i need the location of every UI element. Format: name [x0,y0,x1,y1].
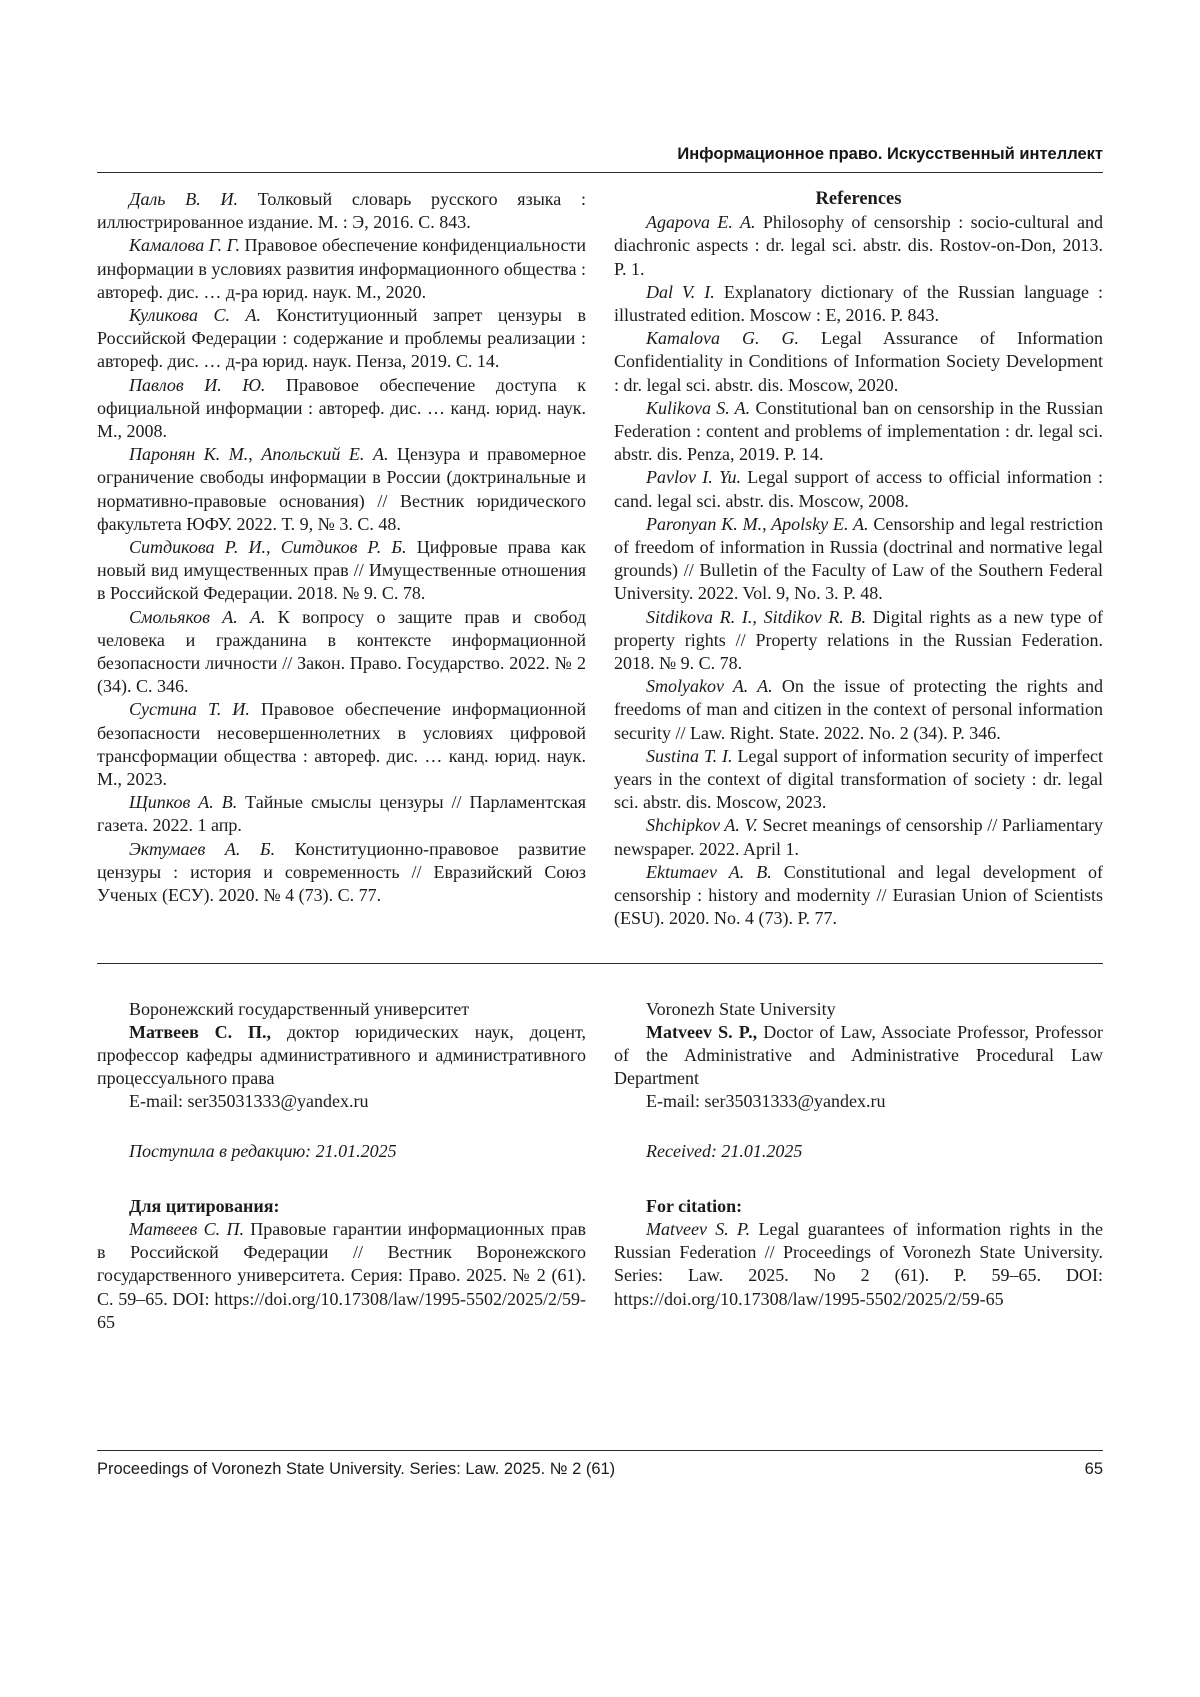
author-affiliation: Воронежский государственный университет [129,998,470,1019]
citation-label: For citation: [646,1195,743,1216]
reference-text: Philosophy of censorship : socio-cultural and diachronic aspects : dr. legal sci. abstr. dis. Rostov-on-Don, 2013. P. 1. [614,212,1103,279]
reference-entry [97,304,586,374]
reference-text: Legal support of access to official information : cand. legal sci. abstr. dis. Moscow, 2008. [614,467,1103,511]
citation-text: Legal guarantees of information rights in the Russian Federation // Proceedings of Voronezh State University. Series: Law. 2025. No 2 (61). P. 59–65. DOI: https://doi.org/10.17308/law/1995-5502/2025/2/59-65 [614,1218,1103,1309]
reference-author: Даль В. И. [129,189,238,209]
footer-journal-line: Proceedings of Voronezh State University. Series: Law. 2025. № 2 (61) [97,1460,616,1478]
page-footer [97,1450,1103,1481]
reference-author: Ситдикова Р. И., Ситдиков Р. Б. [129,537,407,558]
reference-entry [97,791,586,837]
author-info-ru [97,998,586,1334]
reference-author: Камалова Г. Г. [129,235,240,256]
reference-author: Сустина Т. И. [129,699,250,720]
reference-entry [97,374,586,444]
reference-text: Digital rights as a new type of property rights // Property relations in the Russian Federation. 2018. № 9. C. 78. [614,606,1103,674]
references-heading: References [815,189,902,209]
received-date: Received: 21.01.2025 [646,1140,803,1161]
reference-entry [97,606,586,699]
footer-page-number: 65 [1084,1460,1103,1478]
reference-entry [614,327,1103,397]
reference-entry [97,698,586,791]
citation-entry [614,1218,1103,1311]
reference-entry [97,443,586,536]
author-affiliation: Voronezh State University [646,998,836,1019]
reference-author: Paronyan K. M., Apolsky E. A. [646,513,869,534]
references-en-list [614,211,1103,930]
reference-author: Kulikova S. A. [646,397,751,418]
reference-author: Sitdikova R. I., Sitdikov R. B. [646,606,867,627]
reference-text: On the issue of protecting the rights and freedoms of man and citizen in the context of personal information security // Law. Right. State. 2022. No. 2 (34). P. 346. [614,676,1103,743]
author-email: E-mail: ser35031333@yandex.ru [646,1091,886,1112]
author-name: Матвеев С. П., [129,1021,272,1042]
reference-entry [97,838,586,908]
reference-text: Конституционно-правовое развитие цензуры : история и современность // Евразийский Союз Ученых (ЕСУ). 2020. № 4 (73). С. 77. [97,838,586,906]
reference-text: Legal Assurance of Information Confidentiality in Conditions of Information Society Development : dr. legal sci. abstr. dis. Moscow, 2020. [614,328,1104,395]
references-ru-column [97,188,586,931]
reference-entry [614,861,1103,931]
reference-entry [614,513,1103,606]
citation-label: Для цитирования: [129,1195,280,1216]
citation-author: Матвеев С. П. [129,1218,244,1239]
reference-author: Щипков А. В. [129,792,238,813]
reference-entry [614,606,1103,676]
reference-text: Secret meanings of censorship // Parliamentary newspaper. 2022. April 1. [614,815,1103,859]
references-en-column [614,188,1103,931]
reference-entry [614,211,1103,281]
reference-entry [614,814,1103,860]
reference-entry [97,234,586,304]
reference-text: Правовое обеспечение доступа к официальной информации : автореф. дис. … канд. юрид. наук. М., 2008. [97,374,587,442]
reference-text: Правовое обеспечение конфиденциальности информации в условиях развития информационного общества : автореф. дис. … д-ра юрид. наук. М., 2020. [97,235,586,302]
reference-author: Pavlov I. Yu. [646,467,741,488]
reference-author: Эктумаев А. Б. [129,838,276,859]
reference-entry [97,536,586,606]
header-rule [97,172,1103,173]
reference-author: Dal V. I. [646,281,715,302]
reference-author: Kamalova G. G. [646,328,800,349]
reference-author: Agapova E. A. [646,212,756,233]
author-name: Matveev S. P., [646,1021,758,1042]
author-info-section [97,998,1103,1334]
reference-entry [614,745,1103,815]
references-section [97,188,1103,931]
reference-text: Legal support of information security of imperfect years in the context of digital transformation of society : dr. legal sci. abstr. dis. Moscow, 2023. [614,745,1103,813]
reference-text: Censorship and legal restriction of freedom of information in Russia (doctrinal and normative legal grounds) // Bulletin of the Faculty of Law of the Southern Federal University. 2022. Vol. 9, No. 3. P. 48. [614,513,1104,604]
reference-text: Толковый словарь русского языка : иллюстрированное издание. М. : Э, 2016. С. 843. [97,189,586,233]
reference-text: Цензура и правомерное ограничение свободы информации в России (доктринальные и нормативно-правовые основания) // Вестник юридического факультета ЮФУ. 2022. Т. 9, № 3. С. 48. [97,444,586,534]
citation-text: Правовые гарантии информационных прав в Российской Федерации // Вестник Воронежского государственного университета. Серия: Право. 2025. № 2 (61). С. 59–65. DOI: https://doi.org/10.17308/law/1995-5502/2025/2/59-65 [97,1218,586,1332]
author-name-details: Doctor of Law, Associate Professor, Professor of the Administrative and Administrative Procedural Law Department [614,1021,1103,1089]
reference-entry [614,466,1103,512]
reference-entry [614,675,1103,745]
reference-text: Constitutional and legal development of censorship : history and modernity // Eurasian Union of Scientists (ESU). 2020. No. 4 (73). P. 77. [614,861,1103,929]
reference-author: Паронян К. М., Апольский Е. А. [129,444,389,465]
reference-author: Смольяков А. А. [129,606,266,627]
reference-author: Павлов И. Ю. [129,374,266,395]
reference-text: К вопросу о защите прав и свобод человека и гражданина в контексте информационной безопасности личности // Закон. Право. Государство. 2022. № 2 (34). С. 346. [97,606,586,697]
reference-entry [97,188,586,234]
reference-entry [614,281,1103,327]
reference-entry [614,397,1103,467]
reference-author: Ektumaev A. B. [646,861,772,882]
received-date: Поступила в редакцию: 21.01.2025 [129,1140,397,1161]
reference-text: Правовое обеспечение информационной безопасности несовершеннолетних в условиях цифровой трансформации общества : автореф. дис. … канд. юрид. наук. М., 2023. [97,699,586,790]
reference-text: Explanatory dictionary of the Russian language : illustrated edition. Moscow : E, 2016. P. 843. [614,281,1103,326]
reference-author: Sustina T. I. [646,745,733,766]
citation-entry [97,1218,586,1334]
reference-author: Smolyakov A. A. [646,676,773,697]
author-info-en [614,998,1103,1334]
author-name-line [614,1021,1103,1091]
reference-text: Конституционный запрет цензуры в Российской Федерации : содержание и проблемы реализации : автореф. дис. … д-ра юрид. наук. Пенза, 2019. С. 14. [97,305,586,372]
running-title: Информационное право. Искусственный интеллект [677,145,1103,163]
reference-author: Shchipkov A. V. [646,815,758,836]
author-name-line [97,1021,586,1091]
reference-text: Тайные смыслы цензуры // Парламентская газета. 2022. 1 апр. [97,792,587,836]
reference-text: Constitutional ban on censorship in the Russian Federation : content and problems of implementation : dr. legal sci. abstr. dis. Penza, 2019. P. 14. [614,397,1103,465]
section-divider-rule [97,963,1103,964]
author-email: E-mail: ser35031333@yandex.ru [129,1091,369,1112]
citation-author: Matveev S. P. [646,1218,751,1239]
author-name-details: доктор юридических наук, доцент, профессор кафедры административного и административного процессуального права [97,1021,586,1089]
reference-text: Цифровые права как новый вид имущественных прав // Имущественные отношения в Российской Федерации. 2018. № 9. С. 78. [97,537,586,604]
reference-author: Куликова С. А. [129,305,261,326]
